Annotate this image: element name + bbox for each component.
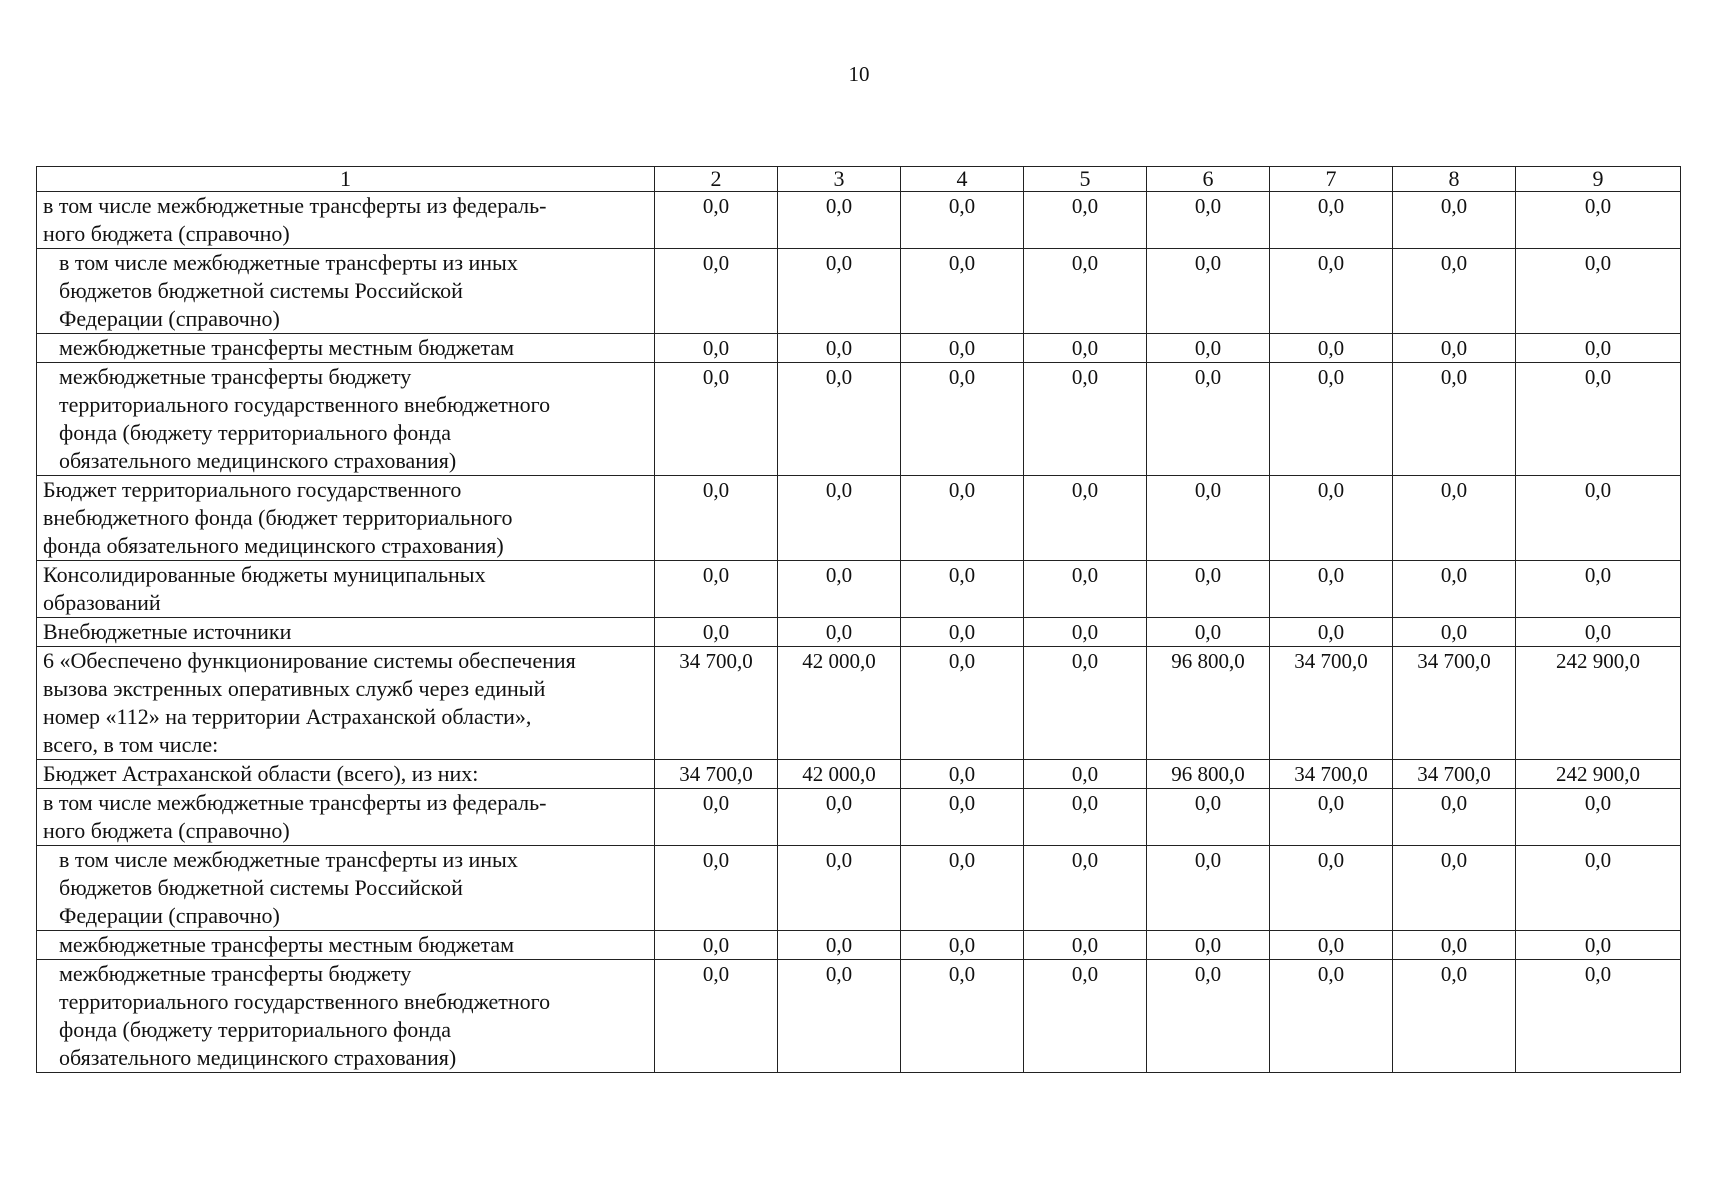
value-cell: 0,0 xyxy=(1147,334,1270,363)
column-header: 7 xyxy=(1270,167,1393,192)
value-cell: 0,0 xyxy=(1147,192,1270,249)
value-cell: 0,0 xyxy=(1516,618,1681,647)
value-cell: 96 800,0 xyxy=(1147,760,1270,789)
value-cell: 0,0 xyxy=(1270,960,1393,1073)
column-header: 2 xyxy=(655,167,778,192)
value-cell: 0,0 xyxy=(901,789,1024,846)
value-cell: 0,0 xyxy=(778,931,901,960)
value-cell: 0,0 xyxy=(1393,846,1516,931)
value-cell: 0,0 xyxy=(655,960,778,1073)
value-cell: 0,0 xyxy=(901,363,1024,476)
table-row xyxy=(37,760,1681,789)
row-label: в том числе межбюджетные трансферты из иных бюджетов бюджетной системы Российской Федерации (справочно) xyxy=(37,846,655,931)
table-row xyxy=(37,647,1681,760)
table-body xyxy=(37,192,1681,1073)
value-cell: 0,0 xyxy=(1024,618,1147,647)
value-cell: 0,0 xyxy=(901,334,1024,363)
value-cell: 0,0 xyxy=(1147,249,1270,334)
value-cell: 0,0 xyxy=(655,334,778,363)
value-cell: 0,0 xyxy=(1147,789,1270,846)
value-cell: 0,0 xyxy=(1270,192,1393,249)
value-cell: 0,0 xyxy=(1270,334,1393,363)
value-cell: 0,0 xyxy=(655,249,778,334)
value-cell: 0,0 xyxy=(655,789,778,846)
value-cell: 0,0 xyxy=(1393,931,1516,960)
value-cell: 0,0 xyxy=(1270,561,1393,618)
value-cell: 0,0 xyxy=(1393,618,1516,647)
row-label: межбюджетные трансферты местным бюджетам xyxy=(37,931,655,960)
value-cell: 0,0 xyxy=(655,476,778,561)
value-cell: 0,0 xyxy=(1393,789,1516,846)
row-label: Консолидированные бюджеты муниципальных образований xyxy=(37,561,655,618)
value-cell: 0,0 xyxy=(1147,960,1270,1073)
value-cell: 0,0 xyxy=(655,363,778,476)
value-cell: 0,0 xyxy=(1024,789,1147,846)
row-label: 6 «Обеспечено функционирование системы обеспечения вызова экстренных оперативных служб через единый номер «112» на территории Астраханской области», всего, в том числе: xyxy=(37,647,655,760)
value-cell: 0,0 xyxy=(1024,476,1147,561)
column-header: 3 xyxy=(778,167,901,192)
value-cell: 42 000,0 xyxy=(778,760,901,789)
header-row xyxy=(37,167,1681,192)
row-label: межбюджетные трансферты бюджету территориального государственного внебюджетного фонда (бюджету территориального фонда обязательного медицинского страхования) xyxy=(37,363,655,476)
value-cell: 0,0 xyxy=(1270,618,1393,647)
value-cell: 0,0 xyxy=(901,192,1024,249)
value-cell: 0,0 xyxy=(655,618,778,647)
budget-table xyxy=(36,166,1681,1073)
value-cell: 0,0 xyxy=(1024,931,1147,960)
value-cell: 0,0 xyxy=(1024,192,1147,249)
value-cell: 0,0 xyxy=(1516,363,1681,476)
value-cell: 0,0 xyxy=(901,931,1024,960)
value-cell: 0,0 xyxy=(1516,960,1681,1073)
value-cell: 0,0 xyxy=(1393,192,1516,249)
value-cell: 34 700,0 xyxy=(1393,647,1516,760)
table-row xyxy=(37,846,1681,931)
value-cell: 0,0 xyxy=(1024,249,1147,334)
column-header: 9 xyxy=(1516,167,1681,192)
row-label: Бюджет Астраханской области (всего), из них: xyxy=(37,760,655,789)
value-cell: 0,0 xyxy=(901,960,1024,1073)
value-cell: 0,0 xyxy=(655,846,778,931)
value-cell: 0,0 xyxy=(1516,846,1681,931)
value-cell: 0,0 xyxy=(778,561,901,618)
value-cell: 0,0 xyxy=(1393,363,1516,476)
value-cell: 0,0 xyxy=(1024,561,1147,618)
value-cell: 0,0 xyxy=(1393,960,1516,1073)
value-cell: 0,0 xyxy=(1393,249,1516,334)
value-cell: 0,0 xyxy=(1147,561,1270,618)
value-cell: 0,0 xyxy=(1516,249,1681,334)
value-cell: 0,0 xyxy=(1393,476,1516,561)
value-cell: 0,0 xyxy=(1147,618,1270,647)
column-header: 5 xyxy=(1024,167,1147,192)
value-cell: 0,0 xyxy=(1147,846,1270,931)
value-cell: 34 700,0 xyxy=(655,760,778,789)
value-cell: 0,0 xyxy=(901,618,1024,647)
row-label: межбюджетные трансферты местным бюджетам xyxy=(37,334,655,363)
value-cell: 242 900,0 xyxy=(1516,760,1681,789)
value-cell: 0,0 xyxy=(655,192,778,249)
value-cell: 42 000,0 xyxy=(778,647,901,760)
column-header: 1 xyxy=(37,167,655,192)
table-row xyxy=(37,192,1681,249)
value-cell: 242 900,0 xyxy=(1516,647,1681,760)
value-cell: 0,0 xyxy=(1270,931,1393,960)
table-row xyxy=(37,476,1681,561)
value-cell: 0,0 xyxy=(901,846,1024,931)
value-cell: 0,0 xyxy=(901,561,1024,618)
value-cell: 0,0 xyxy=(778,192,901,249)
value-cell: 0,0 xyxy=(778,363,901,476)
value-cell: 0,0 xyxy=(655,931,778,960)
value-cell: 0,0 xyxy=(1024,647,1147,760)
value-cell: 0,0 xyxy=(655,561,778,618)
value-cell: 0,0 xyxy=(1516,476,1681,561)
value-cell: 0,0 xyxy=(1024,363,1147,476)
table-row xyxy=(37,931,1681,960)
table-row xyxy=(37,960,1681,1073)
value-cell: 0,0 xyxy=(1516,931,1681,960)
value-cell: 0,0 xyxy=(1516,789,1681,846)
value-cell: 0,0 xyxy=(1147,931,1270,960)
value-cell: 0,0 xyxy=(901,249,1024,334)
value-cell: 0,0 xyxy=(901,760,1024,789)
value-cell: 0,0 xyxy=(1024,960,1147,1073)
value-cell: 0,0 xyxy=(1270,789,1393,846)
value-cell: 0,0 xyxy=(1270,846,1393,931)
value-cell: 0,0 xyxy=(1516,561,1681,618)
value-cell: 0,0 xyxy=(778,618,901,647)
value-cell: 34 700,0 xyxy=(1393,760,1516,789)
row-label: в том числе межбюджетные трансферты из федераль- ного бюджета (справочно) xyxy=(37,789,655,846)
value-cell: 0,0 xyxy=(901,476,1024,561)
value-cell: 0,0 xyxy=(778,249,901,334)
value-cell: 0,0 xyxy=(1147,363,1270,476)
table-row xyxy=(37,334,1681,363)
value-cell: 0,0 xyxy=(1270,476,1393,561)
column-header: 8 xyxy=(1393,167,1516,192)
value-cell: 0,0 xyxy=(901,647,1024,760)
row-label: Внебюджетные источники xyxy=(37,618,655,647)
value-cell: 0,0 xyxy=(1147,476,1270,561)
value-cell: 0,0 xyxy=(1270,363,1393,476)
value-cell: 0,0 xyxy=(778,789,901,846)
page-number: 10 xyxy=(848,62,870,86)
value-cell: 0,0 xyxy=(1393,334,1516,363)
table-row xyxy=(37,561,1681,618)
value-cell: 0,0 xyxy=(1024,760,1147,789)
column-header: 4 xyxy=(901,167,1024,192)
row-label: в том числе межбюджетные трансферты из иных бюджетов бюджетной системы Российской Федерации (справочно) xyxy=(37,249,655,334)
table-row xyxy=(37,618,1681,647)
value-cell: 34 700,0 xyxy=(1270,647,1393,760)
value-cell: 34 700,0 xyxy=(1270,760,1393,789)
value-cell: 0,0 xyxy=(1516,192,1681,249)
column-header: 6 xyxy=(1147,167,1270,192)
value-cell: 34 700,0 xyxy=(655,647,778,760)
table-row xyxy=(37,363,1681,476)
value-cell: 0,0 xyxy=(778,846,901,931)
value-cell: 0,0 xyxy=(1024,846,1147,931)
row-label: в том числе межбюджетные трансферты из федераль- ного бюджета (справочно) xyxy=(37,192,655,249)
value-cell: 0,0 xyxy=(778,960,901,1073)
value-cell: 0,0 xyxy=(1516,334,1681,363)
value-cell: 0,0 xyxy=(1270,249,1393,334)
value-cell: 0,0 xyxy=(778,334,901,363)
row-label: Бюджет территориального государственного внебюджетного фонда (бюджет территориального фонда обязательного медицинского страхования) xyxy=(37,476,655,561)
row-label: межбюджетные трансферты бюджету территориального государственного внебюджетного фонда (бюджету территориального фонда обязательного медицинского страхования) xyxy=(37,960,655,1073)
value-cell: 96 800,0 xyxy=(1147,647,1270,760)
value-cell: 0,0 xyxy=(1393,561,1516,618)
value-cell: 0,0 xyxy=(778,476,901,561)
table-row xyxy=(37,789,1681,846)
table-row xyxy=(37,249,1681,334)
value-cell: 0,0 xyxy=(1024,334,1147,363)
